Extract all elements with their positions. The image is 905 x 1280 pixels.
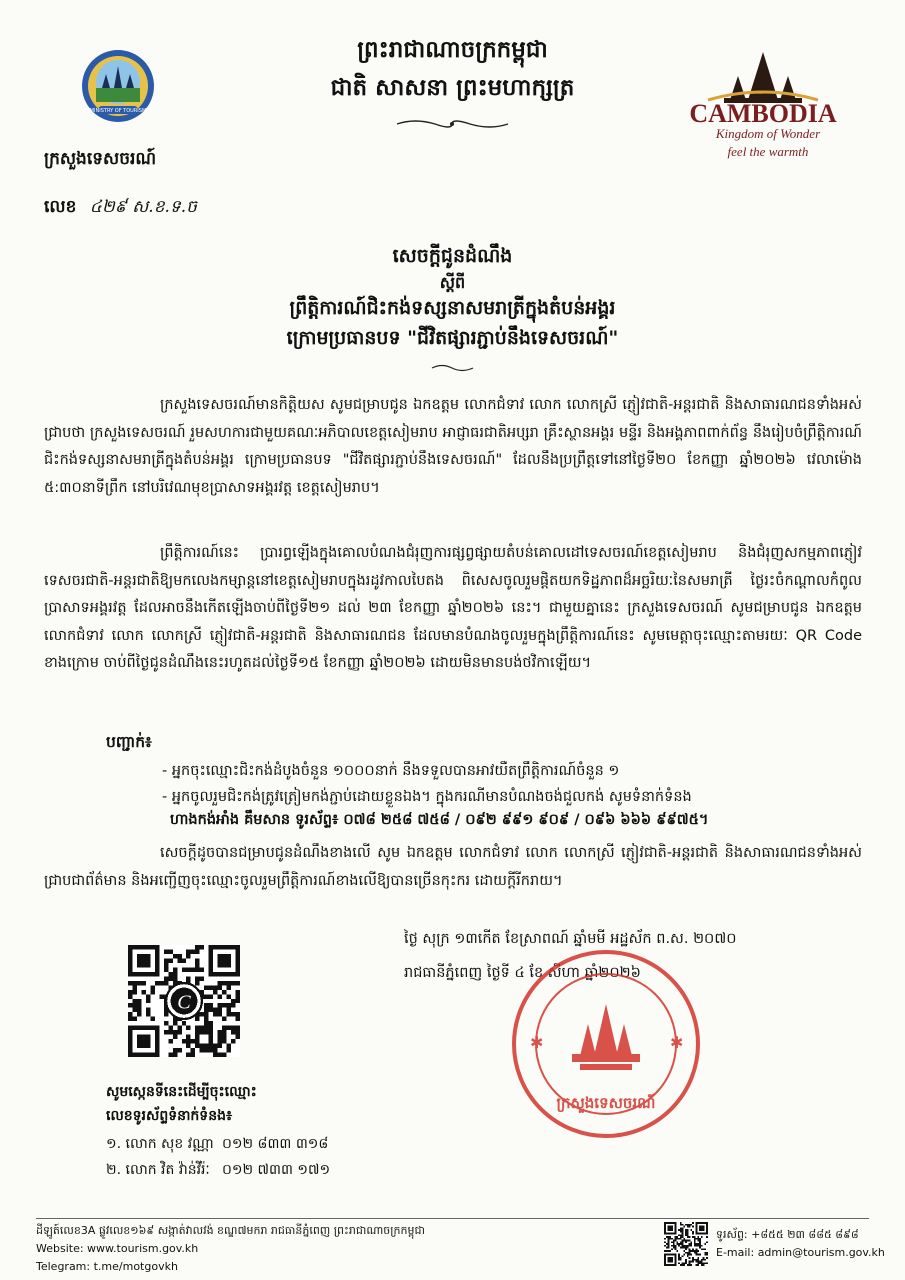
- contact-phone: ០១២ ៨៣៣ ៣១៨: [222, 1136, 329, 1152]
- footer-divider: [36, 1218, 869, 1219]
- kingdom-title: ព្រះរាជាណាចក្រកម្ពុជា: [357, 37, 548, 63]
- footer-website[interactable]: Website: www.tourism.gov.kh: [36, 1242, 199, 1255]
- footer-address: ដីឡូត៍លេខ3A ផ្លូវលេខ១៦៩ សង្កាត់វាលវង់ ខណ្ឌ៧មករា រាជធានីភ្នំពេញ ព្រះរាជាណាចក្រកម្ពុជា: [36, 1224, 425, 1237]
- contact-phone: ០១២ ៧៣៣ ១៧១: [222, 1162, 331, 1178]
- stamp-temple-icon: [572, 1004, 640, 1070]
- body-paragraph-2: ព្រឹត្តិការណ៍នេះ ប្រារព្ធឡើងក្នុងគោលបំណងជំរុញការផ្សព្វផ្សាយតំបន់គោលដៅទេសចរណ៍ខេត្តសៀមរាប និងជំរុញសកម្មភាពភ្ញៀវទេសចរជាតិ-អន្តរជាតិឱ្យមកលេងកម្សាន្តនៅខេត្តសៀមរាបក្នុងរដូវកាលបៃតង ពិសេសចូលរួមផ្ដិតយកទិដ្ឋភាពដ៏អច្ឆរិយៈនៃសមរាត្រី ថ្ងៃរះចំកណ្ដាលកំពូលប្រាសាទអង្គរវត្ត ដែលអាចនឹងកើតឡើងចាប់ពីថ្ងៃទី២១ ដល់ ២៣ ខែកញ្ញា ឆ្នាំ២០២៦ នេះ។ ជាមួយគ្នានេះ ក្រសួងទេសចរណ៍ សូមជម្រាបជូន ឯកឧត្តម លោកជំទាវ លោក លោកស្រី ភ្ញៀវជាតិ-អន្តរជាតិ និងសាធារណជន ដែលមានបំណងចូលរួមក្នុងព្រឹត្តិការណ៍នេះ សូមមេត្តាចុះឈ្មោះតាមរយៈ QR Code ខាងក្រោម ចាប់ពីថ្ងៃជូនដំណឹងនេះរហូតដល់ថ្ងៃទី១៥ ខែកញ្ញា ឆ្នាំ២០២៦ ដោយមិនមានបង់ថវិកាឡើយ។: [44, 545, 862, 671]
- notice-title: សេចក្ដីជូនដំណឹង: [392, 245, 513, 267]
- notice-subject: ព្រឹត្តិការណ៍ជិះកង់ទស្សនាសមរាត្រីក្នុងតំបន់អង្គរ: [289, 297, 616, 319]
- footer-telegram[interactable]: Telegram: t.me/motgovkh: [36, 1260, 178, 1273]
- footer-email[interactable]: E-mail: admin@tourism.gov.kh: [716, 1246, 885, 1259]
- body-paragraph-1: ក្រសួងទេសចរណ៍មានកិត្តិយស សូមជម្រាបជូន ឯកឧត្តម លោកជំទាវ លោក លោកស្រី ភ្ញៀវជាតិ-អន្តរជាតិ និងសាធារណជនទាំងអស់ ជ្រាបថា ក្រសួងទេសចរណ៍ រួមសហការជាមួយគណៈអភិបាលខេត្តសៀមរាប អាជ្ញាធរជាតិអប្សរា គ្រឹះស្ថានអង្គរ មន្ទីរ និងអង្គភាពពាក់ព័ន្ធ នឹងរៀបចំព្រឹត្តិការណ៍ជិះកង់ទស្សនាសមរាត្រីក្នុងតំបន់អង្គរ ក្រោមប្រធានបទ "ជីវិតផ្សារភ្ជាប់នឹងទេសចរណ៍" ដែលនឹងប្រព្រឹត្តទៅនៅថ្ងៃទី២០ ខែកញ្ញា ឆ្នាំ២០២៦ វេលាម៉ោង ៥:៣០នាទីព្រឹក នៅបរិវេណមុខប្រាសាទអង្គរវត្ត ខេត្តសៀមរាប។: [44, 397, 862, 496]
- body-paragraph-3: សេចក្ដីដូចបានជម្រាបជូនដំណឹងខាងលើ សូម ឯកឧត្តម លោកជំទាវ លោក លោកស្រី ភ្ញៀវជាតិ-អន្តរជាតិ និងសាធារណជនទាំងអស់ ជ្រាបជាព័ត៌មាន និងអញ្ជើញចុះឈ្មោះចូលរួមព្រឹត្តិការណ៍ខាងលើឱ្យបានច្រើនកុះករ ដោយក្ដីរីករាយ។: [44, 845, 862, 889]
- kingdom-motto: ជាតិ សាសនា ព្រះមហាក្សត្រ: [330, 75, 575, 101]
- brand-tagline: Kingdom of Wonder: [715, 126, 821, 141]
- lunar-date: ថ្ងៃ សុក្រ ១៣កើត ខែស្រាពណ៍ ឆ្នាំមមី អដ្ឋស័ក ព.ស. ២០៧០: [404, 931, 737, 947]
- header-ornament: [395, 116, 510, 130]
- notice-regarding: ស្ដីពី: [439, 273, 466, 292]
- ministry-logo-text: MINISTRY OF TOURISM: [89, 108, 147, 114]
- official-stamp: [510, 948, 702, 1140]
- reference-number-row: [44, 196, 197, 221]
- footer-phone: ទូរស័ព្ទ: +៨៥៥ ២៣ ៨៨៥ ៨៩៨: [716, 1228, 859, 1241]
- notice-theme: ក្រោមប្រធានបទ "ជីវិតផ្សារភ្ជាប់នឹងទេសចរណ៍": [286, 327, 619, 349]
- footer-qr-code[interactable]: [664, 1222, 708, 1266]
- contact-name: ១. លោក សុខ វណ្ណា: [106, 1136, 214, 1152]
- bike-rental-contact: ហាងកង់អាំង គឹមសាន ទូរស័ព្ទ៖ ០៧៨ ២៥៨ ៧៥៨ / ០៩២ ៩៩១ ៩០៩ / ០៩៦ ៦៦៦ ៩៩៧៥។: [170, 812, 709, 828]
- svg-text:C: C: [177, 991, 191, 1014]
- svg-text:✱: ✱: [530, 1033, 544, 1052]
- svg-text:✱: ✱: [670, 1033, 684, 1052]
- note-item-1: - អ្នកចុះឈ្មោះជិះកង់ដំបូងចំនួន ១០០០នាក់ នឹងទទួលបានអាវយឺតព្រឹត្តិការណ៍ចំនួន ១: [162, 763, 620, 779]
- contact-row: [106, 1134, 329, 1155]
- note-item-2: - អ្នកចូលរួមជិះកង់ត្រូវត្រៀមកង់ភ្ជាប់ដោយខ្លួនឯង។ ក្នុងករណីមានបំណងចង់ជួលកង់ សូមទំនាក់ទំនង: [162, 789, 692, 805]
- contact-name: ២. លោក វិត វ៉ាន់វីរ៉ៈ: [106, 1162, 210, 1178]
- note-heading: បញ្ជាក់៖: [106, 733, 152, 751]
- ministry-name: ក្រសួងទេសចរណ៍: [44, 149, 157, 169]
- reference-number: ៤២៩ ស.ខ.ទ.ច: [89, 197, 197, 217]
- registration-qr-code[interactable]: [128, 945, 240, 1057]
- scan-caption: សូមស្កេនទីនេះដើម្បីចុះឈ្មោះ: [106, 1084, 257, 1100]
- title-ornament: [430, 359, 475, 371]
- reference-label: លេខ: [44, 197, 77, 217]
- cambodia-brand-logo: [668, 42, 858, 162]
- brand-slogan: feel the warmth: [727, 144, 809, 159]
- brand-name: CAMBODIA: [689, 99, 837, 128]
- contact-row: [106, 1160, 331, 1181]
- stamp-text: ក្រសួងទេសចរណ៍: [556, 1094, 656, 1112]
- gregorian-date: រាជធានីភ្នំពេញ ថ្ងៃទី ៤ ខែ សីហា ឆ្នាំ២០២៦: [404, 965, 641, 981]
- contact-heading: លេខទូរស័ព្ទទំនាក់ទំនង៖: [106, 1108, 233, 1124]
